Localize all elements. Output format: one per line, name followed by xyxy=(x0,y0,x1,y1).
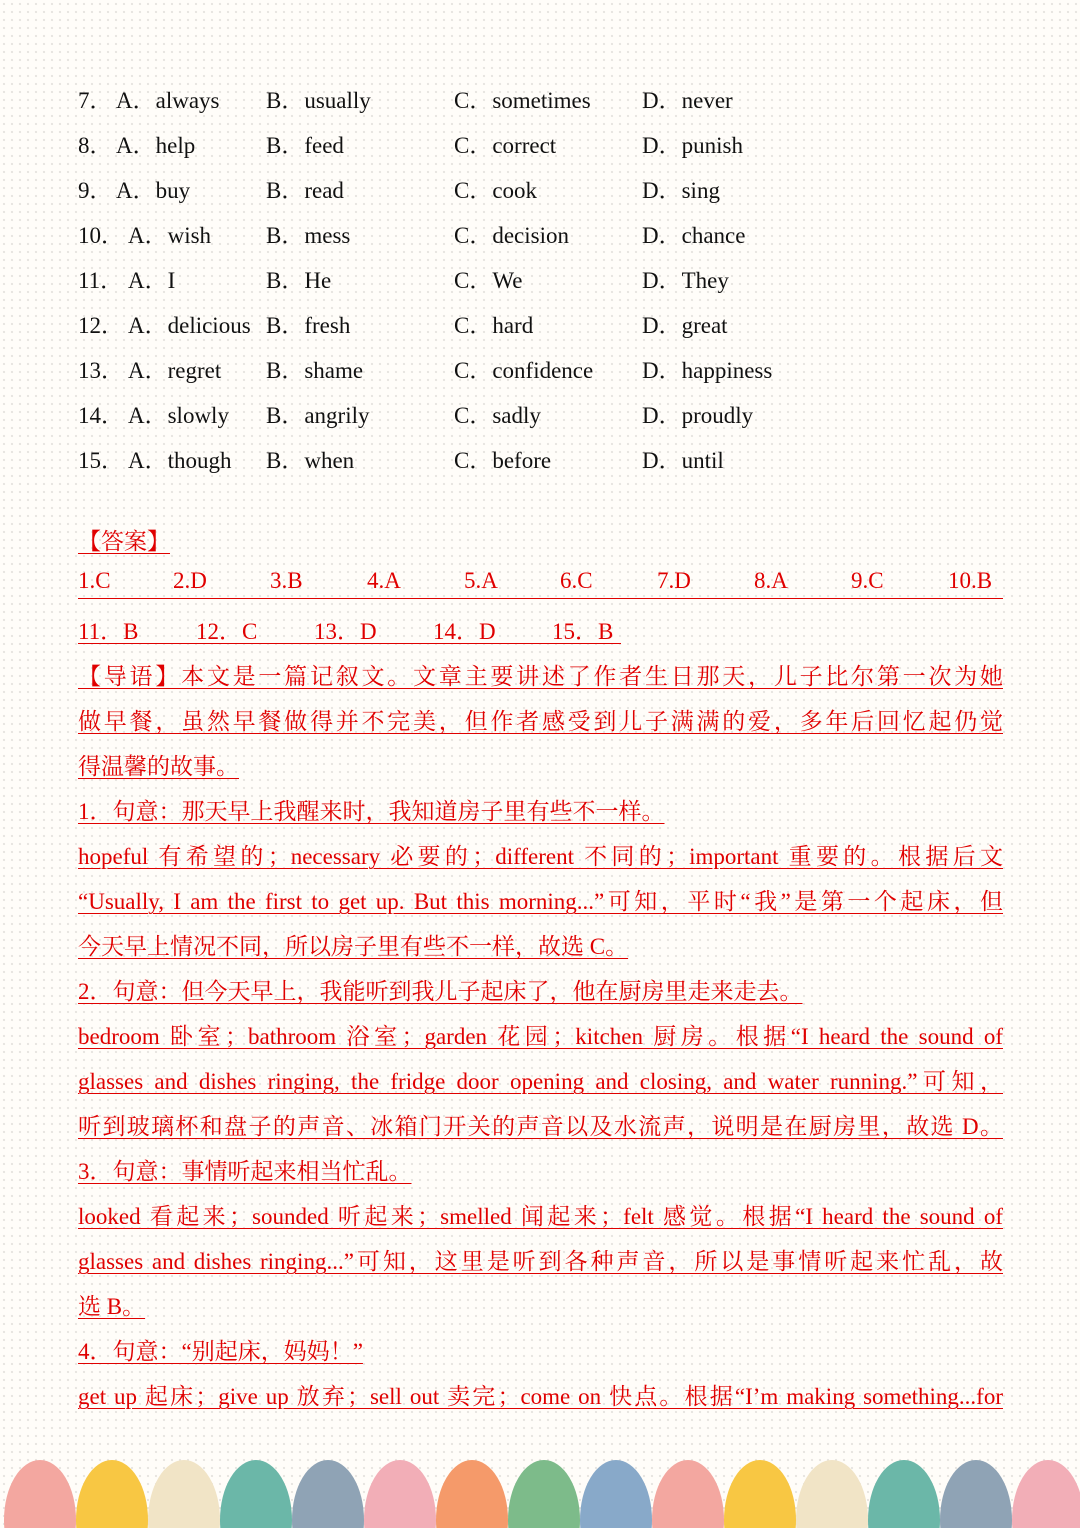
option-choice-a: A．I xyxy=(128,268,176,293)
option-choice-b: B．feed xyxy=(266,133,344,158)
q2-line-3: 听到玻璃杯和盘子的声音、冰箱门开关的声音以及水流声，说明是在厨房里，故选 D。 xyxy=(78,1114,1003,1139)
option-choice-d: D．great xyxy=(642,313,728,338)
q1-line-1: hopeful 有希望的；necessary 必要的；different 不同的；important 重要的。根据后文 xyxy=(78,844,1003,869)
option-number: 13． xyxy=(78,358,124,383)
egg-shape xyxy=(76,1460,148,1528)
option-choice-d: D．punish xyxy=(642,133,743,158)
option-choice-b: B．usually xyxy=(266,88,371,113)
egg-shape xyxy=(1012,1460,1080,1528)
option-number: 8． xyxy=(78,133,113,158)
egg-shape xyxy=(4,1460,76,1528)
answer-item: 6.C xyxy=(560,568,593,593)
option-number: 7． xyxy=(78,88,113,113)
q2-line-2: glasses and dishes ringing, the fridge door opening and closing, and water running.”可知， xyxy=(78,1069,1003,1094)
option-number: 10． xyxy=(78,223,124,248)
egg-shape xyxy=(364,1460,436,1528)
q2-line-1: bedroom 卧室；bathroom 浴室；garden 花园；kitchen 厨房。根据“I heard the sound of xyxy=(78,1024,1003,1049)
egg-shape xyxy=(292,1460,364,1528)
answer-row-2 xyxy=(78,613,621,644)
option-choice-d: D．sing xyxy=(642,178,720,203)
intro-line-2: 做早餐，虽然早餐做得并不完美，但作者感受到儿子满满的爱，多年后回忆起仍觉 xyxy=(78,709,1003,734)
option-choice-b: B．fresh xyxy=(266,313,351,338)
option-number: 11． xyxy=(78,268,124,293)
option-choice-c: C．decision xyxy=(454,223,569,248)
egg-shape xyxy=(796,1460,868,1528)
option-choice-d: D．chance xyxy=(642,223,746,248)
option-choice-b: B．mess xyxy=(266,223,351,248)
option-choice-c: C．cook xyxy=(454,178,538,203)
option-choice-c: C．confidence xyxy=(454,358,594,383)
option-choice-c: C．before xyxy=(454,448,552,473)
option-choice-d: D．proudly xyxy=(642,403,754,428)
answer-item: 4.A xyxy=(367,568,401,593)
option-choice-c: C．hard xyxy=(454,313,534,338)
option-choice-a: A．wish xyxy=(128,223,212,248)
option-choice-d: D．happiness xyxy=(642,358,773,383)
option-choice-a: A．regret xyxy=(128,358,222,383)
option-choice-d: D．until xyxy=(642,448,724,473)
answer-item: 12．C xyxy=(196,619,258,644)
intro-line-3: 得温馨的故事。 xyxy=(78,754,239,779)
option-choice-d: D．They xyxy=(642,268,729,293)
answer-item: 15．B xyxy=(552,619,614,644)
option-choice-b: B．read xyxy=(266,178,344,203)
q1-line-3: 今天早上情况不同，所以房子里有些不一样，故选 C。 xyxy=(78,934,629,959)
option-choice-c: C．sadly xyxy=(454,403,541,428)
q4-line-1: get up 起床；give up 放弃；sell out 卖完；come on 快点。根据“I’m making something...for xyxy=(78,1384,1003,1409)
answer-row-1 xyxy=(78,568,1003,599)
option-choice-a: A．delicious xyxy=(128,313,251,338)
q3-title: 3．句意：事情听起来相当忙乱。 xyxy=(78,1159,412,1184)
q3-line-3: 选 B。 xyxy=(78,1294,146,1319)
egg-shape xyxy=(940,1460,1012,1528)
q1-title: 1．句意：那天早上我醒来时，我知道房子里有些不一样。 xyxy=(78,799,665,824)
option-number: 15． xyxy=(78,448,124,473)
answer-item: 3.B xyxy=(270,568,303,593)
option-number: 12． xyxy=(78,313,124,338)
q2-title: 2．句意：但今天早上，我能听到我儿子起床了，他在厨房里走来走去。 xyxy=(78,979,803,1004)
option-choice-c: C．We xyxy=(454,268,523,293)
option-choice-c: C．sometimes xyxy=(454,88,591,113)
option-choice-a: A．buy xyxy=(116,178,191,203)
option-choice-b: B．He xyxy=(266,268,332,293)
option-choice-b: B．when xyxy=(266,448,355,473)
answer-item: 1.C xyxy=(78,568,111,593)
answer-item: 13．D xyxy=(314,619,377,644)
option-choice-a: A．slowly xyxy=(128,403,229,428)
q1-line-2: “Usually, I am the first to get up. But this morning...”可知，平时“我”是第一个起床，但 xyxy=(78,889,1003,914)
answer-item: 10.B xyxy=(948,568,993,593)
option-number: 9． xyxy=(78,178,113,203)
egg-shape xyxy=(580,1460,652,1528)
answer-item: 9.C xyxy=(851,568,884,593)
answer-item: 11．B xyxy=(78,619,139,644)
answer-item: 8.A xyxy=(754,568,788,593)
option-choice-b: B．shame xyxy=(266,358,364,383)
option-choice-a: A．always xyxy=(116,88,220,113)
egg-shape xyxy=(652,1460,724,1528)
egg-border-decoration xyxy=(0,1458,1080,1528)
answer-item: 7.D xyxy=(657,568,691,593)
egg-shape xyxy=(148,1460,220,1528)
egg-shape xyxy=(868,1460,940,1528)
answer-item: 2.D xyxy=(173,568,207,593)
q4-title: 4．句意：“别起床，妈妈！” xyxy=(78,1339,363,1364)
q3-line-2: glasses and dishes ringing...”可知，这里是听到各种声音，所以是事情听起来忙乱，故 xyxy=(78,1249,1003,1274)
intro-line-1: 【导语】本文是一篇记叙文。文章主要讲述了作者生日那天，儿子比尔第一次为她 xyxy=(78,664,1003,689)
option-number: 14． xyxy=(78,403,124,428)
egg-shape xyxy=(436,1460,508,1528)
option-choice-c: C．correct xyxy=(454,133,557,158)
option-choice-a: A．help xyxy=(116,133,196,158)
option-choice-b: B．angrily xyxy=(266,403,370,428)
egg-shape xyxy=(220,1460,292,1528)
egg-shape xyxy=(724,1460,796,1528)
option-choice-a: A．though xyxy=(128,448,232,473)
answer-heading: 【答案】 xyxy=(78,529,170,554)
answer-item: 5.A xyxy=(464,568,498,593)
answer-item: 14．D xyxy=(433,619,496,644)
q3-line-1: looked 看起来；sounded 听起来；smelled 闻起来；felt 感觉。根据“I heard the sound of xyxy=(78,1204,1003,1229)
option-choice-d: D．never xyxy=(642,88,733,113)
egg-shape xyxy=(508,1460,580,1528)
